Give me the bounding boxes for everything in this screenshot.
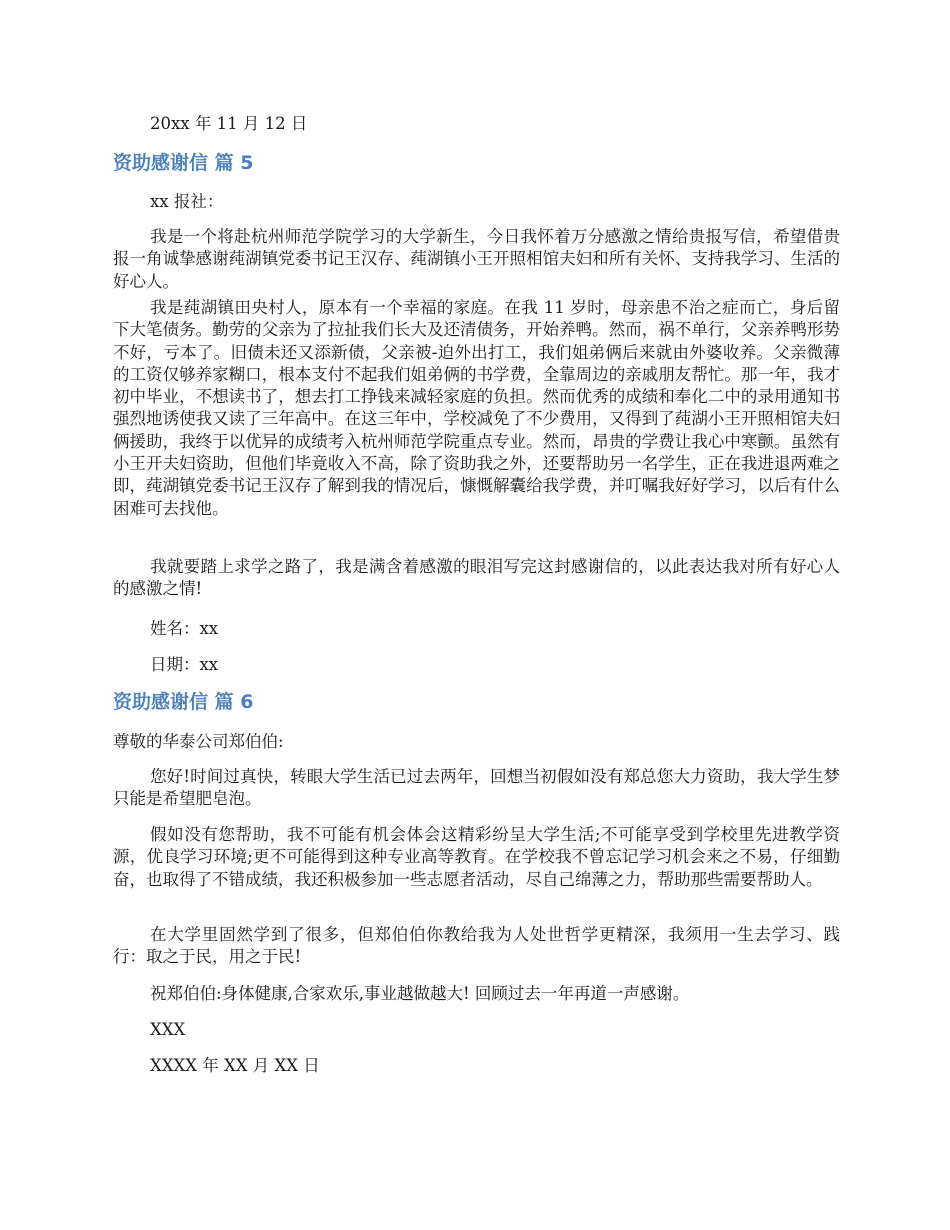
section-5-name-line: 姓名：xx [150,619,219,638]
section-5-paragraph-3: 我就要踏上求学之路了，我是满含着感激的眼泪写完这封感谢信的，以此表达我对所有好心人的感激之情! [113,557,840,599]
section-5-salutation: xx 报社： [150,192,224,211]
section-6-date-line: XXXX 年 XX 月 XX 日 [150,1056,320,1075]
section-6-wish: 祝郑伯伯:身体健康,合家欢乐,事业越做越大! 回顾过去一年再道一声感谢。 [150,984,690,1003]
section-6-paragraph-3: 在大学里固然学到了很多，但郑伯伯你教给我为人处世哲学更精深，我须用一生去学习、践行：取之于民，用之于民! [113,925,840,967]
section-5-heading: 资助感谢信 篇 5 [113,152,254,174]
section-6-salutation: 尊敬的华泰公司郑伯伯: [113,732,284,751]
section-6-signature: XXX [150,1020,186,1039]
section-6-paragraph-2: 假如没有您帮助，我不可能有机会体会这精彩纷呈大学生活;不可能享受到学校里先进教学资源，优良学习环境;更不可能得到这种专业高等教育。在学校我不曾忘记学习机会来之不易，仔细勤奋，也取得了不错成绩，我还积极参加一些志愿者活动，尽自己绵薄之力，帮助那些需要帮助人。 [113,825,840,889]
top-date: 20xx 年 11 月 12 日 [150,114,308,133]
section-6-paragraph-1: 您好!时间过真快，转眼大学生活已过去两年，回想当初假如没有郑总您大力资助，我大学生梦只能是希望肥皂泡。 [113,767,840,809]
section-5-date-line: 日期：xx [150,655,219,674]
section-5-paragraph-2: 我是莼湖镇田央村人，原本有一个幸福的家庭。在我 11 岁时，母亲患不治之症而亡，身后留下大笔债务。勤劳的父亲为了拉扯我们长大及还清债务，开始养鸭。然而，祸不单行，父亲养鸭形势不好，亏本了。旧债未还又添新债，父亲被-迫外出打工，我们姐弟俩后来就由外婆收养。父亲微薄的工资仅够养家糊口，根本支付不起我们姐弟俩的书学费，全靠周边的亲戚朋友帮忙。那一年，我才初中毕业，不想读书了，想去打工挣钱来减轻家庭的负担。然而优秀的成绩和奉化二中的录用通知书强烈地诱使我又读了三年高中。在这三年中，学校减免了不少费用，又得到了莼湖小王开照相馆夫妇俩援助，我终于以优异的成绩考入杭州师范学院重点专业。然而，昂贵的学费让我心中寒颤。虽然有小王开夫妇资助，但他们毕竟收入不高，除了资助我之外，还要帮助另一名学生，正在我进退两难之即，莼湖镇党委书记王汉存了解到我的情况后，慷慨解囊给我学费，并叮嘱我好好学习，以后有什么困难可去找他。 [113,298,840,518]
section-5-paragraph-1: 我是一个将赴杭州师范学院学习的大学新生，今日我怀着万分感激之情给贵报写信，希望借贵报一角诚挚感谢莼湖镇党委书记王汉存、莼湖镇小王开照相馆夫妇和所有关怀、支持我学习、生活的好心人。 [113,227,840,291]
section-6-heading: 资助感谢信 篇 6 [113,691,254,713]
